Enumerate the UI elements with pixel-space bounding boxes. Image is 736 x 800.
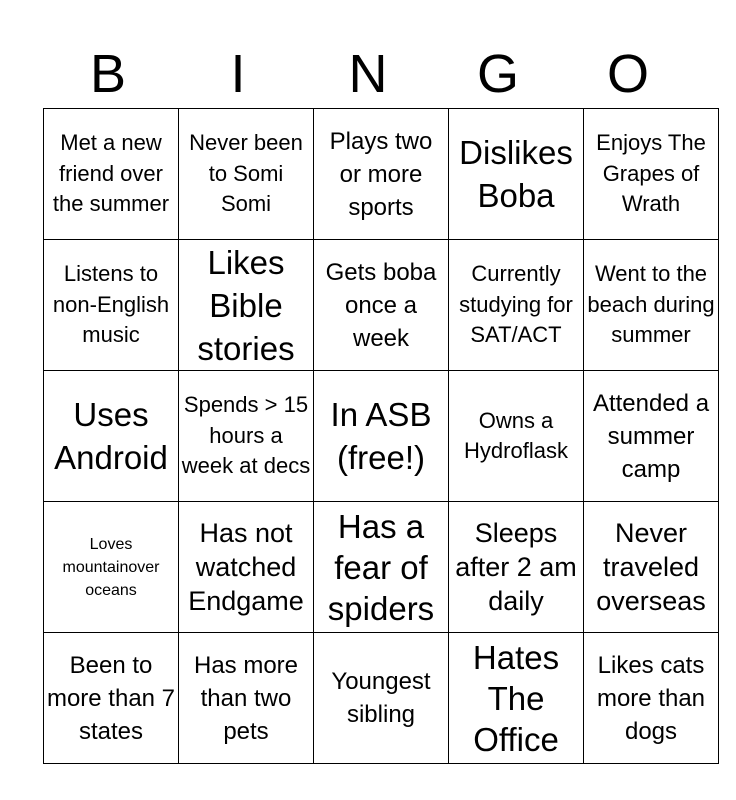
grid-row xyxy=(44,371,719,502)
bingo-cell[interactable]: Enjoys The Grapes of Wrath xyxy=(584,109,719,240)
grid-row xyxy=(44,502,719,633)
bingo-cell[interactable]: Met a new friend over the summer xyxy=(44,109,179,240)
bingo-cell[interactable]: Likes Bible stories xyxy=(179,240,314,371)
bingo-cell[interactable]: Loves mountainover oceans xyxy=(44,502,179,633)
bingo-cell[interactable]: Plays two or more sports xyxy=(314,109,449,240)
bingo-cell[interactable]: Likes cats more than dogs xyxy=(584,633,719,764)
bingo-cell[interactable]: Hates The Office xyxy=(449,633,584,764)
bingo-cell[interactable]: Spends > 15 hours a week at decs xyxy=(179,371,314,502)
header-letter-o: O xyxy=(606,44,649,104)
bingo-cell[interactable]: Owns a Hydroflask xyxy=(449,371,584,502)
bingo-grid xyxy=(43,108,719,764)
bingo-cell[interactable]: Dislikes Boba xyxy=(449,109,584,240)
header-letter-b: B xyxy=(89,44,127,104)
bingo-cell[interactable]: Has a fear of spiders xyxy=(314,502,449,633)
bingo-cell[interactable]: Attended a summer camp xyxy=(584,371,719,502)
bingo-cell[interactable]: Been to more than 7 states xyxy=(44,633,179,764)
bingo-cell[interactable]: Has not watched Endgame xyxy=(179,502,314,633)
bingo-cell[interactable]: Sleeps after 2 am daily xyxy=(449,502,584,633)
bingo-cell[interactable]: Currently studying for SAT/ACT xyxy=(449,240,584,371)
bingo-cell[interactable]: Youngest sibling xyxy=(314,633,449,764)
header-letter-n: N xyxy=(348,44,388,104)
header-letter-i: I xyxy=(230,44,246,104)
bingo-cell[interactable]: In ASB (free!) xyxy=(314,371,449,502)
bingo-cell[interactable]: Listens to non-English music xyxy=(44,240,179,371)
grid-row xyxy=(44,240,719,371)
bingo-header xyxy=(43,40,693,108)
bingo-cell[interactable]: Has more than two pets xyxy=(179,633,314,764)
grid-row xyxy=(44,633,719,764)
bingo-cell[interactable]: Never traveled overseas xyxy=(584,502,719,633)
bingo-cell[interactable]: Went to the beach during summer xyxy=(584,240,719,371)
grid-row xyxy=(44,109,719,240)
bingo-cell[interactable]: Uses Android xyxy=(44,371,179,502)
bingo-cell[interactable]: Never been to Somi Somi xyxy=(179,109,314,240)
bingo-cell[interactable]: Gets boba once a week xyxy=(314,240,449,371)
header-letter-g: G xyxy=(476,44,519,104)
